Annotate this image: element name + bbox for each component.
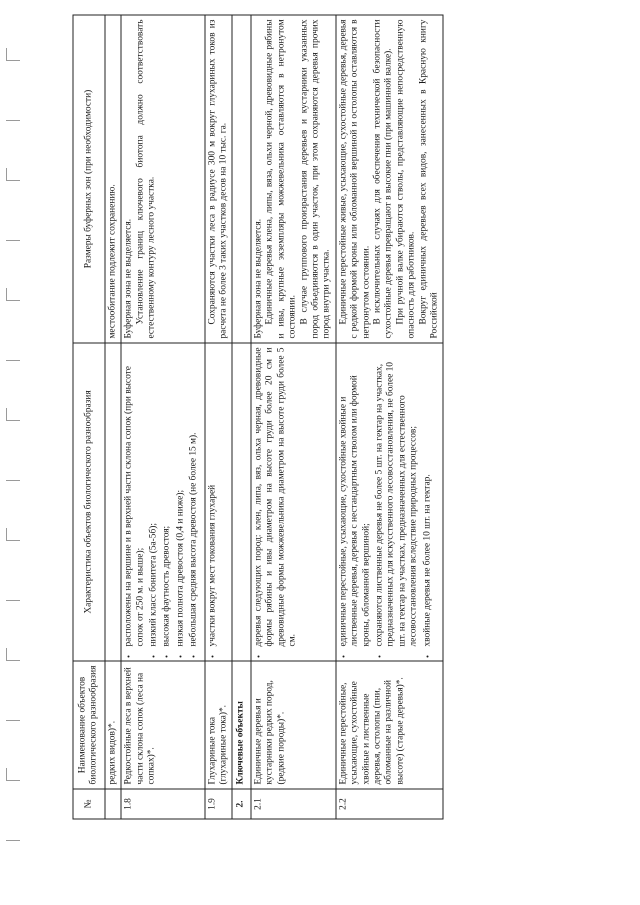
table-row [204, 15, 232, 819]
cell-num: 2.2 [335, 789, 443, 819]
section-num: 2. [232, 789, 250, 819]
table-row [121, 15, 204, 819]
header-object-name: Наименование объектов биологического разнообразия [73, 661, 105, 789]
table-row [104, 15, 120, 819]
list-item: • участки вокруг мест токования глухарей [207, 347, 218, 646]
cell-num: 1.9 [204, 789, 232, 819]
cell-name: Единичные перестойные, усыхающие, сухостойные хвойные и лиственные деревья, остолопы (пни, обломанные на различной высоте) (старые деревья)*. [335, 661, 443, 789]
list-item: • расположены на вершине и в верхней части склона сопок (при высоте сопок от 250 м. и выше); [123, 347, 146, 646]
list-item: • высокая фаутность древостоя; [161, 347, 172, 646]
cell-name: Редкостойные леса в верхней части склона сопок (леса на сопках)*. [121, 661, 204, 789]
cell-zones: местообитание подлежит сохранению. [104, 15, 120, 343]
section-title: Ключевые объекты [232, 661, 250, 789]
zone-paragraph: При ручной валке убираются стволы, представляющие непосредственную опасность для работников. [394, 19, 417, 338]
cell-zones [204, 15, 232, 343]
biodiversity-objects-table [72, 14, 443, 819]
list-item: • низкий класс бонитета (5а-5б); [148, 347, 159, 646]
zone-paragraph: Буферная зона не выделяется. [123, 218, 134, 338]
list-item: • деревья следующих пород: клен, липа, вяз, ольха черная, древовидные формы рябины и ивы диаметром на высоте груди более 20 см и древовидные формы можжевельника диаметром на высоте груди более 5 см. [253, 347, 299, 646]
zone-paragraph: В случае группового произрастания деревьев и кустарники указанных пород объединяются в один участок, при этом сохраняются деревья прочих пород внутри участка. [298, 19, 332, 338]
header-num: № [73, 789, 105, 819]
cell-zones [335, 15, 443, 343]
cell-characteristics [250, 343, 335, 661]
cell-name: Глухариные тока (глухариные тока)*. [204, 661, 232, 789]
zone-paragraph: Единичные деревья клена, липы, вяза, ольхи черной, древовидные рябины и ивы, крупные экземпляры можжевельника оставляются в нетронутом состоянии. [264, 19, 298, 338]
cell-name: Единичные деревья и кустарники редких пород, (редкие породы)*. [250, 661, 335, 789]
cell-name: редких видов)*. [104, 661, 120, 789]
cell-characteristics [335, 343, 443, 661]
list-item: • небольшая средняя высота древостоя (не более 15 м). [188, 347, 199, 646]
cell-characteristics [121, 343, 204, 661]
table-row [335, 15, 443, 819]
cell-zones [121, 15, 204, 343]
cell-zones [250, 15, 335, 343]
list-item: • низкая полнота древостоя (0,4 и ниже); [175, 347, 186, 646]
table-row [250, 15, 335, 819]
list-item: • сохраняются лиственные деревья не более 5 шт. на гектар на участках, предназначенных для искусственного лесовосстановления, не более 10 шт. на гектар на участках, предназначенных для естественного лесовосстановления вследствие природных процессов; [374, 347, 420, 646]
header-characteristics: Характеристика объектов биологического разнообразия [73, 343, 105, 661]
zone-paragraph: Сохраняются участки леса в радиусе 300 м вокруг глухариных токов из расчета не более 3 таких участков десов на 10 тыс. га. [206, 19, 229, 338]
header-buffer-zones: Размеры буферных зон (при необходимости) [73, 15, 105, 343]
cell-num: 1.8 [121, 789, 204, 819]
zone-paragraph: Единичные перестойные живые, усыхающие, сухостойные деревья, деревья с редкой формой кроны или обломанной вершиной и остолопы оставляются в нетронутом состоянии. [337, 19, 371, 338]
zone-paragraph: В исключительных случаях для обеспечения технической безопасности сухостойные деревья превращают в высокие пни (при машинной валке). [371, 19, 394, 338]
list-item: • хвойные деревья не более 10 шт. на гектар. [422, 347, 433, 646]
zone-paragraph: Буферная зона не выделяется. [252, 218, 263, 338]
cell-num: 2.1 [250, 789, 335, 819]
section-row [232, 15, 250, 819]
cell-characteristics [204, 343, 232, 661]
list-item: • единичные перестойные, усыхающие, сухостойные хвойные и лиственные деревья, деревья с нестандартным стволом или формой кроны, обломанной вершиной; [338, 347, 372, 646]
table-header-row [73, 15, 105, 819]
zone-paragraph: Установление границ ключевого биотопа должно соответствовать естественному контуру лесного участка. [134, 19, 157, 338]
zone-paragraph: Вокруг единичных деревьев всех видов, занесенных в Красную книгу Российской [417, 19, 439, 338]
